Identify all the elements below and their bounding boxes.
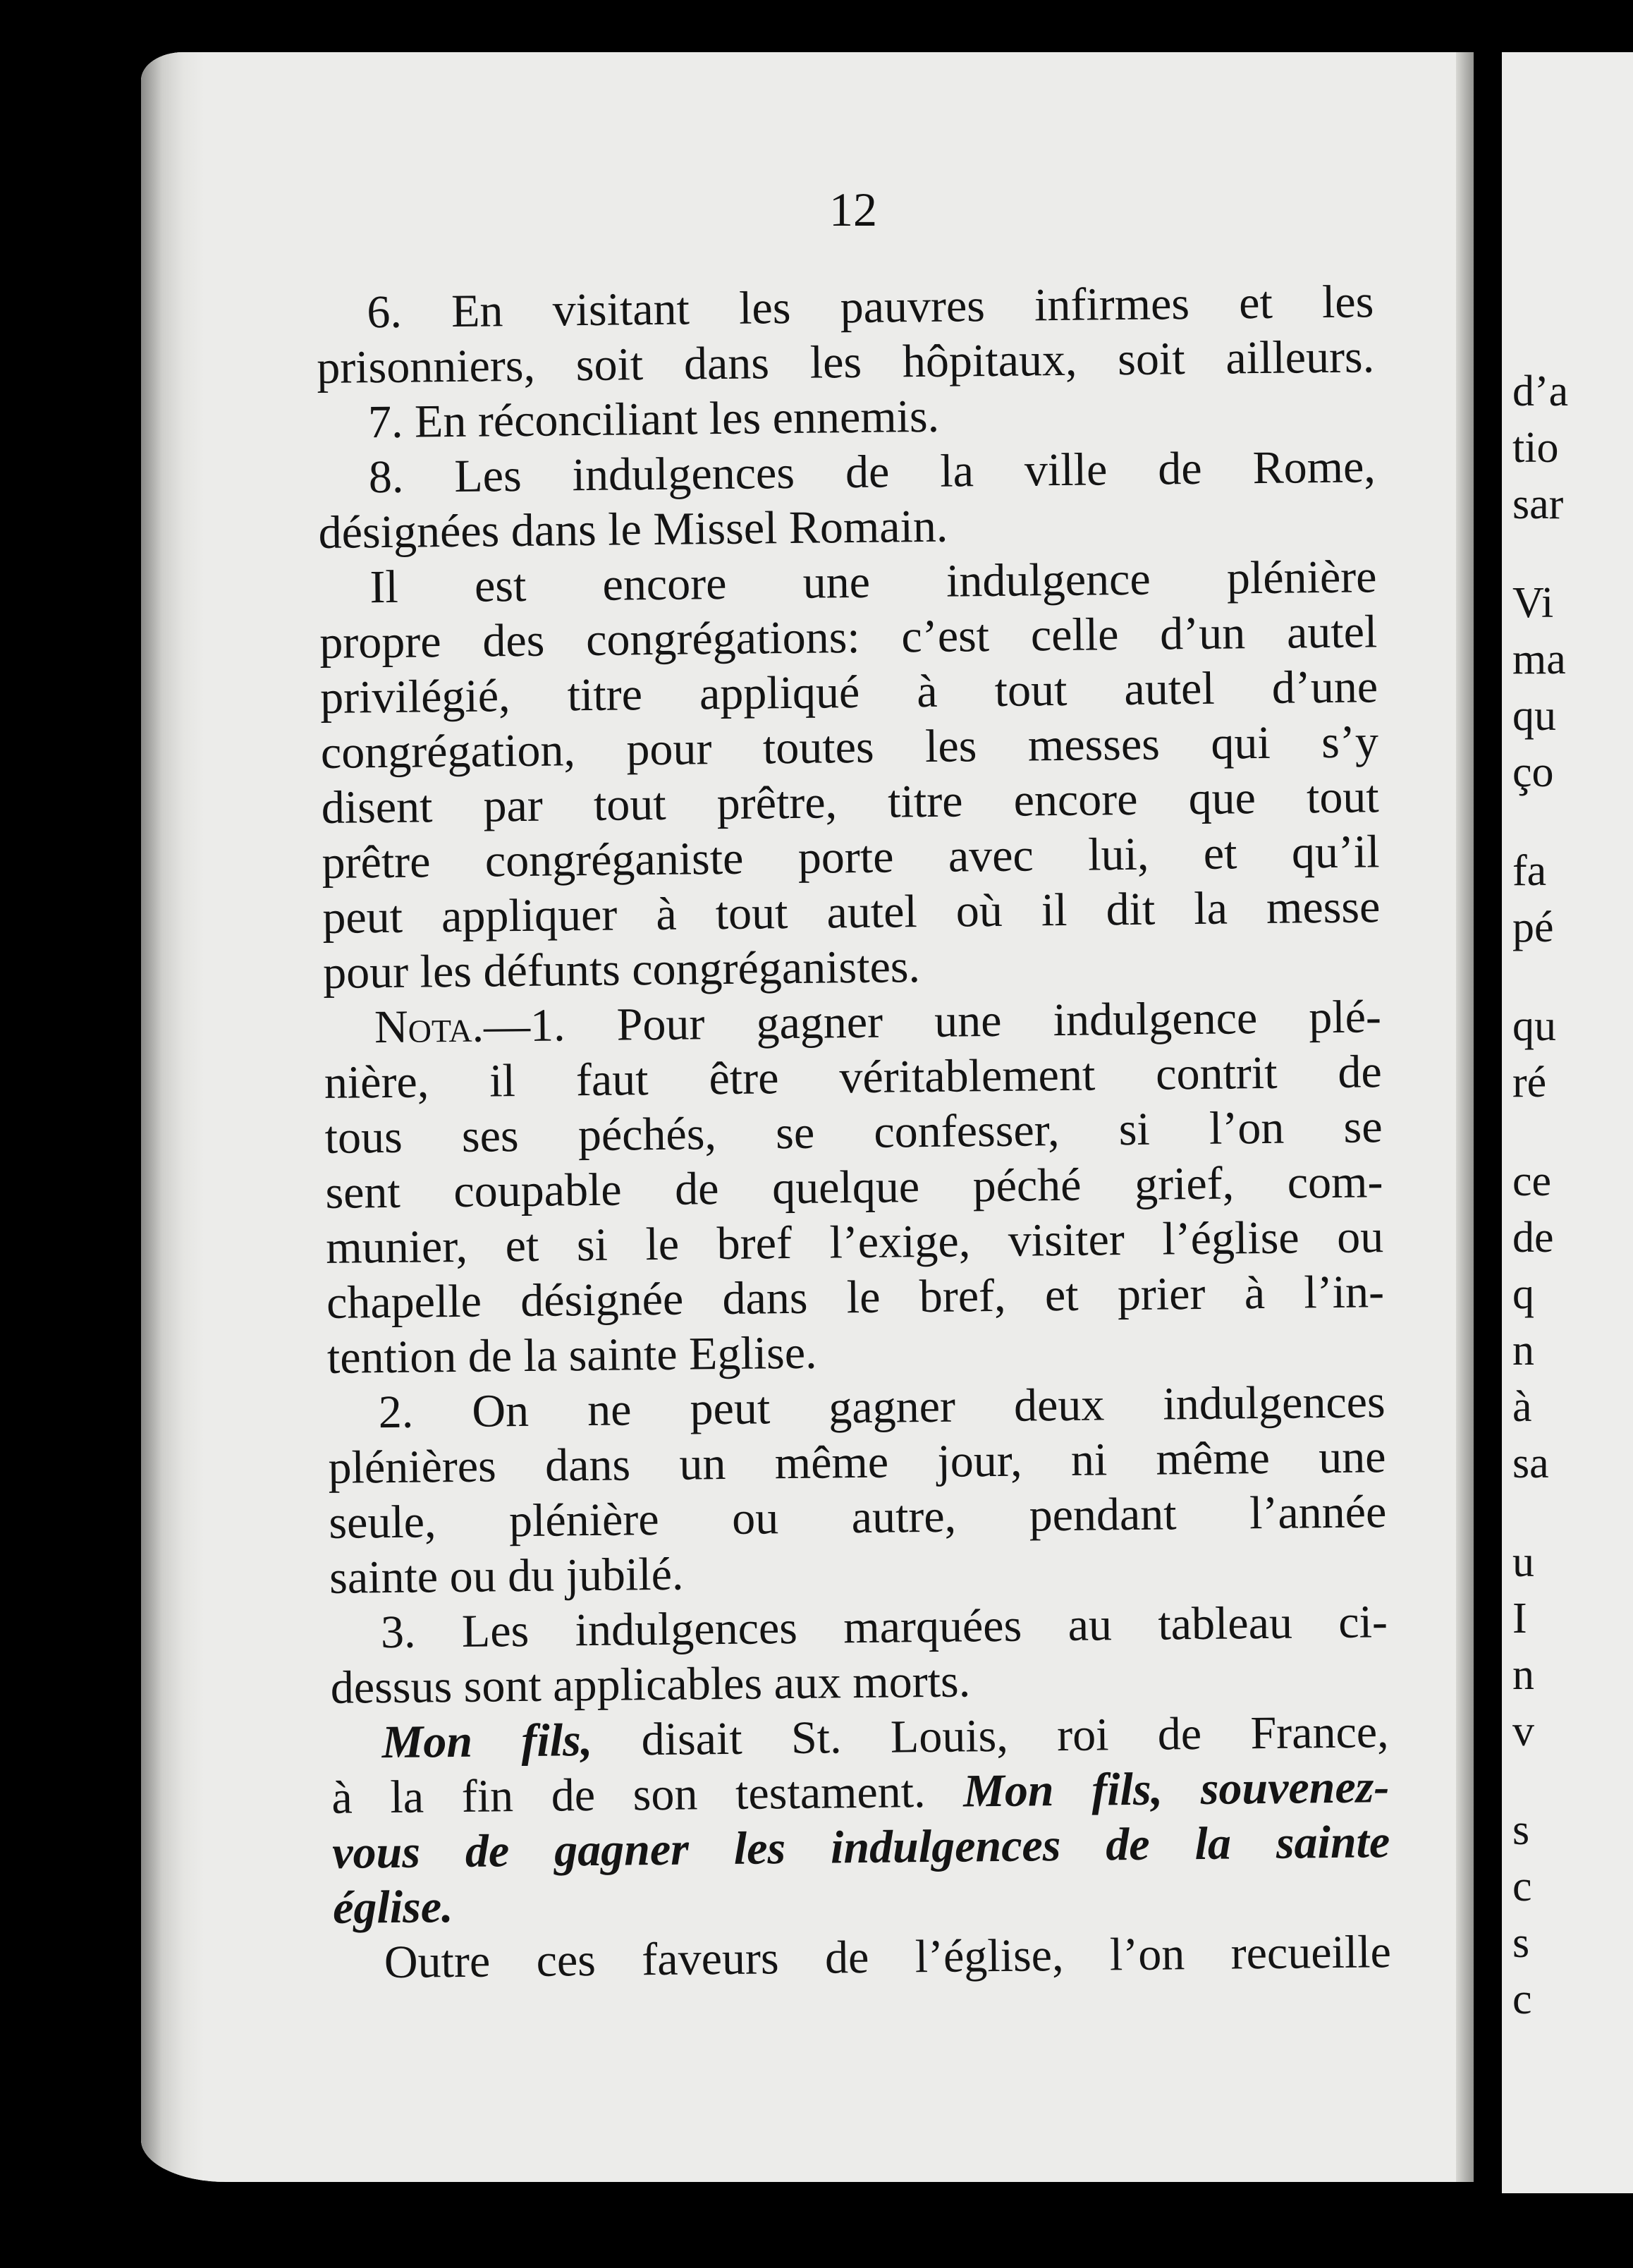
line-text: prisonniers, soit dans les hôpitaux, soit ailleurs. — [316, 331, 1375, 394]
line-text: Il est encore une indulgence plénière — [369, 551, 1377, 614]
line-text: pour les défunts congréganistes. — [322, 941, 921, 999]
line-text: 6. En visitant les pauvres infirmes et les — [367, 276, 1374, 339]
line-text: sent coupable de quelque péché grief, com- — [325, 1156, 1383, 1219]
facing-fragment: n — [1512, 1327, 1534, 1374]
text-line — [317, 329, 1375, 396]
facing-fragment: Vi — [1512, 579, 1554, 627]
line-text: 7. En réconciliant les ennemis. — [367, 390, 940, 449]
line-text: dessus sont applicables aux morts. — [330, 1655, 971, 1714]
text-line — [329, 1484, 1387, 1551]
facing-fragment: ço — [1512, 748, 1554, 796]
page-edge-shadow — [141, 52, 204, 2182]
facing-fragment: c — [1512, 1975, 1532, 2023]
line-text: propre des congrégations: c’est celle d’un autel — [319, 606, 1378, 669]
line-text: 3. Les indulgences marquées au tableau ci- — [380, 1596, 1388, 1659]
nota-label: Nota. — [374, 1000, 484, 1054]
text-line — [322, 879, 1381, 946]
text-line — [334, 1925, 1392, 1991]
facing-fragment: c — [1512, 1862, 1532, 1910]
line-text: —1. Pour gagner une indulgence plé- — [483, 991, 1382, 1052]
facing-fragment: I — [1512, 1595, 1527, 1642]
line-text: sainte ou du jubilé. — [329, 1548, 684, 1604]
line-text: 8. Les indulgences de la ville de Rome, — [368, 441, 1376, 504]
italic-text: église. — [332, 1881, 453, 1934]
facing-fragment: qu — [1512, 1002, 1556, 1050]
line-text: munier, et si le bref l’exige, visiter l’église ou — [325, 1211, 1384, 1274]
italic-text: Mon fils, — [381, 1714, 593, 1769]
facing-fragment: sa — [1512, 1439, 1549, 1487]
text-line — [317, 439, 1376, 506]
facing-fragment: s — [1512, 1806, 1530, 1854]
page-number: 12 — [829, 183, 877, 236]
facing-fragment: qu — [1512, 692, 1556, 740]
line-text: 2. On ne peut gagner deux indulgences — [378, 1376, 1386, 1439]
text-line — [326, 1264, 1385, 1331]
facing-fragment: u — [1512, 1538, 1534, 1586]
line-text: seule, plénière ou autre, pendant l’année — [328, 1486, 1387, 1549]
text-line — [330, 1595, 1388, 1661]
line-text: plénières dans un même jour, ni même une — [328, 1431, 1386, 1494]
italic-text: vous de gagner les indulgences de la sainte — [331, 1816, 1390, 1879]
facing-fragment: pé — [1512, 903, 1554, 951]
facing-fragment: de — [1512, 1214, 1554, 1262]
facing-fragment: s — [1512, 1919, 1530, 1967]
line-text: privilégié, titre appliqué à tout autel d’une — [319, 661, 1378, 724]
line-text: tous ses péchés, se confesser, si l’on se — [324, 1101, 1383, 1164]
line-text: disent par tout prêtre, titre encore que tout — [321, 771, 1380, 834]
facing-fragment: ma — [1512, 635, 1566, 683]
line-text: Outre ces faveurs de l’église, l’on recueille — [384, 1926, 1392, 1989]
line-text: à la fin de son testament. — [331, 1765, 964, 1824]
line-text: tention de la sainte Eglise. — [326, 1327, 817, 1384]
facing-fragment: tio — [1512, 424, 1559, 472]
body-text — [316, 274, 1391, 1991]
facing-fragment: n — [1512, 1651, 1534, 1699]
facing-fragment: ce — [1512, 1157, 1552, 1205]
book-gutter — [1456, 52, 1474, 2182]
italic-text: Mon fils, souvenez- — [962, 1761, 1390, 1817]
facing-fragment: fa — [1512, 847, 1547, 895]
facing-fragment: ré — [1512, 1059, 1547, 1106]
line-text: désignées dans le Missel Romain. — [318, 500, 948, 559]
line-text: prêtre congréganiste porte avec lui, et qu’il — [322, 826, 1380, 889]
facing-fragment: q — [1512, 1270, 1534, 1318]
facing-fragment: d’a — [1512, 367, 1569, 415]
facing-fragment: v — [1512, 1707, 1534, 1755]
line-text: peut appliquer à tout autel où il dit la messe — [322, 881, 1381, 944]
background-bottom — [0, 2193, 1633, 2268]
line-text: nière, il faut être véritablement contrit de — [324, 1046, 1383, 1109]
facing-fragment: à — [1512, 1383, 1532, 1431]
facing-fragment: sar — [1512, 480, 1564, 528]
line-text: congrégation, pour toutes les messes qui s’y — [320, 716, 1379, 779]
line-text: chapelle désignée dans le bref, et prier à l’in- — [326, 1266, 1385, 1329]
line-text: disait St. Louis, roi de France, — [592, 1706, 1389, 1767]
text-line — [332, 1815, 1390, 1881]
